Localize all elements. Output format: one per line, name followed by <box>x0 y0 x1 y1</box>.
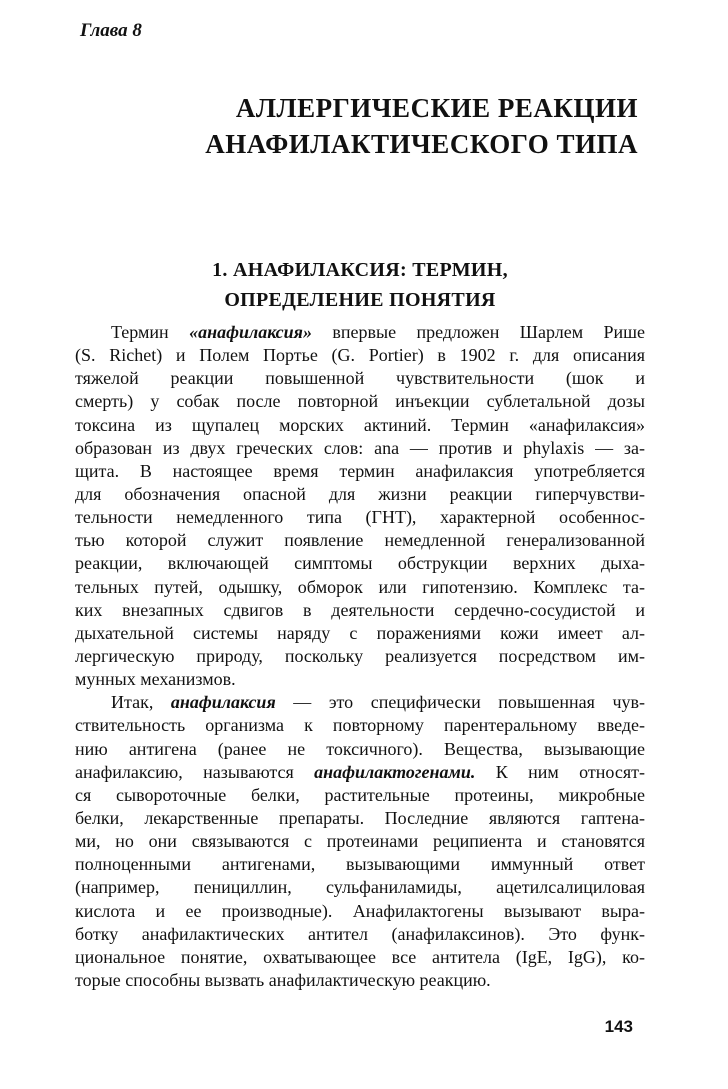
text-line <box>75 761 645 784</box>
section-title-line: ОПРЕДЕЛЕНИЕ ПОНЯТИЯ <box>224 289 496 311</box>
chapter-title <box>150 90 638 162</box>
text-line: ствительность организма к повторному парентеральному введе- <box>75 715 645 736</box>
text-line: тяжелой реакции повышенной чувствительности (шок и <box>75 368 645 389</box>
text-line: щита. В настоящее время термин анафилаксия употребляется <box>75 460 645 481</box>
text-line: мунных механизмов. <box>75 669 236 690</box>
chapter-title-line: АЛЛЕРГИЧЕСКИЕ РЕАКЦИИ <box>235 93 638 123</box>
text-run: — это специфически повышенная чув- <box>275 692 645 713</box>
text-line: ми, но они связываются с протеинами реципиента и становятся <box>75 831 645 852</box>
text-line: ботку анафилактических антител (анафилаксинов). Это функ- <box>75 923 645 944</box>
chapter-title-line: АНАФИЛАКТИЧЕСКОГО ТИПА <box>205 129 638 159</box>
paragraph-1 <box>75 321 645 691</box>
text-line: (S. Richet) и Полем Портье (G. Portier) в 1902 г. для описания <box>75 345 645 366</box>
text-run: Итак, <box>111 692 171 713</box>
text-line: смерть) у собак после повторной инъекции сублетальной дозы <box>75 391 645 412</box>
text-line: образован из двух греческих слов: ana — против и phylaxis — за- <box>75 437 645 458</box>
text-run: анафилаксию, называются <box>75 761 315 782</box>
text-line: тью которой служит появление немедленной генерализованной <box>75 530 645 551</box>
text-line: токсина из щупалец морских актиний. Термин «анафилаксия» <box>75 414 645 435</box>
text-line: кислота и ее производные). Анафилактогены вызывают выра- <box>75 900 645 921</box>
text-line: белки, лекарственные препараты. Последние являются гаптена- <box>75 807 645 828</box>
text-line <box>75 321 645 344</box>
emphasized-term: «анафилаксия» <box>189 322 312 342</box>
section-title-line: 1. АНАФИЛАКСИЯ: ТЕРМИН, <box>212 259 508 281</box>
text-line: (например, пенициллин, сульфаниламиды, ацетилсалициловая <box>75 877 645 898</box>
section-title <box>150 255 570 315</box>
chapter-label: Глава 8 <box>80 20 142 41</box>
text-line: дыхательной системы наряду с поражениями кожи имеет ал- <box>75 622 645 643</box>
text-run: К ним относят- <box>475 761 645 782</box>
text-line: тельности немедленного типа (ГНТ), характерной особеннос- <box>75 507 645 528</box>
text-line: ких внезапных сдвигов в деятельности сердечно-сосудистой и <box>75 599 645 620</box>
page-number: 143 <box>604 1017 633 1036</box>
emphasized-term: анафилактогенами. <box>314 761 476 782</box>
text-run: впервые предложен Шарлем Рише <box>311 322 645 342</box>
text-line: лергическую природу, поскольку реализуется посредством им- <box>75 645 645 666</box>
text-line: полноценными антигенами, вызывающими иммунный ответ <box>75 854 645 875</box>
text-line: торые способны вызвать анафилактическую реакцию. <box>75 969 491 990</box>
text-line: ся сывороточные белки, растительные протеины, микробные <box>75 784 645 805</box>
text-line: реакции, включающей симптомы обструкции верхних дыха- <box>75 553 645 574</box>
text-line: тельных путей, одышку, обморок или гипотензию. Комплекс та- <box>75 576 645 597</box>
body-text <box>75 321 645 992</box>
text-run: Термин <box>111 322 190 342</box>
paragraph-2 <box>75 691 645 992</box>
text-line: циональное понятие, охватывающее все антитела (IgE, IgG), ко- <box>75 946 645 967</box>
emphasized-term: анафилаксия <box>170 692 276 713</box>
text-line: нию антигена (ранее не токсичного). Вещества, вызывающие <box>75 738 645 759</box>
text-line: для обозначения опасной для жизни реакции гиперчувстви- <box>75 483 645 504</box>
text-line <box>75 691 645 714</box>
